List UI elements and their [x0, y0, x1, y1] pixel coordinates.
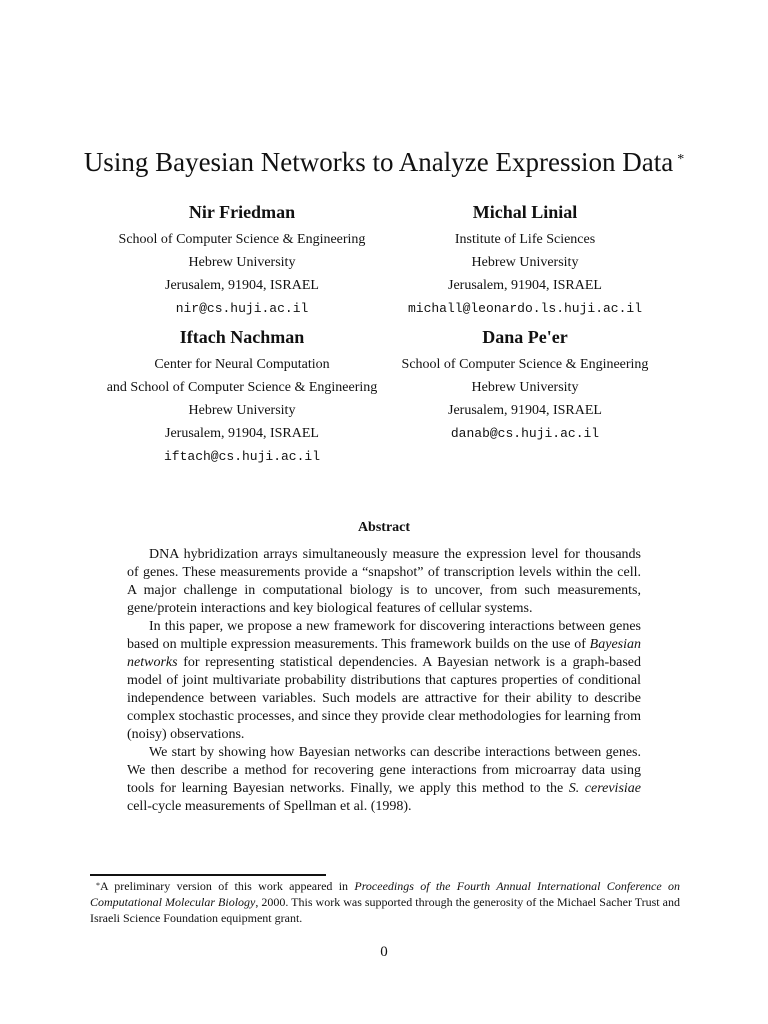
paper-title — [0, 144, 768, 180]
author-affiliation: and School of Computer Science & Engineering — [106, 380, 378, 395]
author-affiliation: School of Computer Science & Engineering — [401, 357, 649, 372]
title-footnote-mark: * — [677, 152, 685, 167]
author-block-linial — [340, 200, 710, 320]
abstract-emphasis: S. cerevisiae — [568, 781, 641, 796]
abstract-paragraph — [127, 744, 641, 816]
paper-title-text: Using Bayesian Networks to Analyze Expression Data — [83, 147, 674, 177]
abstract-text: DNA hybridization arrays simultaneously measure the expression level for thousands of genes. These measurements provide a “snapshot” of transcription levels within the cell. A major challenge in computational biology is to uncover, from such measurements, gene/protein interactions and key biological features of cellular systems. — [127, 547, 641, 616]
author-name: Nir Friedman — [188, 202, 296, 222]
abstract-paragraph — [127, 546, 641, 618]
author-email: michall@leonardo.ls.huji.ac.il — [407, 301, 643, 316]
abstract-text: cell-cycle measurements of Spellman et al. (1998). — [127, 799, 412, 814]
author-affiliation: Hebrew University — [188, 403, 296, 418]
author-affiliation: Jerusalem, 91904, ISRAEL — [448, 403, 602, 418]
author-affiliation: School of Computer Science & Engineering — [118, 232, 366, 247]
footnote — [90, 878, 680, 926]
abstract-heading: Abstract — [357, 520, 411, 535]
page-number: 0 — [380, 944, 388, 960]
abstract-emphasis: Bayesian networks — [127, 637, 641, 670]
author-email: iftach@cs.huji.ac.il — [163, 449, 321, 464]
author-affiliation: Hebrew University — [471, 255, 579, 270]
abstract-text: for representing statistical dependencies. A Bayesian network is a graph-based model of joint multivariate probability distributions that captures properties of conditional independence between variables. Such models are attractive for their ability to describe complex stochastic processes, and since they provide clear methodologies for learning from (noisy) observations. — [127, 655, 641, 742]
author-name: Michal Linial — [472, 202, 578, 222]
author-affiliation: Hebrew University — [188, 255, 296, 270]
author-affiliation: Center for Neural Computation — [154, 357, 330, 372]
footnote-text: A preliminary version of this work appeared in — [100, 879, 355, 893]
footnote-mark: * — [96, 881, 100, 890]
author-affiliation: Jerusalem, 91904, ISRAEL — [165, 426, 319, 441]
author-email: danab@cs.huji.ac.il — [450, 426, 600, 441]
abstract-body — [127, 546, 641, 816]
author-affiliation: Hebrew University — [471, 380, 579, 395]
abstract-text: We start by showing how Bayesian networks can describe interactions between genes. We then describe a method for recovering gene interactions from microarray data using tools for learning Bayesian networks. Finally, we apply this method to the — [127, 745, 641, 796]
author-affiliation: Institute of Life Sciences — [454, 232, 596, 247]
author-name: Dana Pe'er — [482, 327, 568, 347]
footnote-divider — [90, 874, 326, 876]
author-affiliation: Jerusalem, 91904, ISRAEL — [165, 278, 319, 293]
abstract-text: In this paper, we propose a new framework for discovering interactions between genes based on multiple expression measurements. This framework builds on the use of — [127, 619, 641, 652]
author-affiliation: Jerusalem, 91904, ISRAEL — [448, 278, 602, 293]
author-block-peer — [340, 325, 710, 445]
author-email: nir@cs.huji.ac.il — [175, 301, 309, 316]
abstract-paragraph — [127, 618, 641, 744]
author-name: Iftach Nachman — [179, 327, 305, 347]
footnote-text: , 2000. This work was supported through the generosity of the Michael Sacher Trust and Israeli Science Foundation equipment grant. — [90, 895, 680, 925]
footnote-emphasis: Proceedings of the Fourth Annual International Conference on Computational Molecular Biology — [90, 879, 680, 909]
